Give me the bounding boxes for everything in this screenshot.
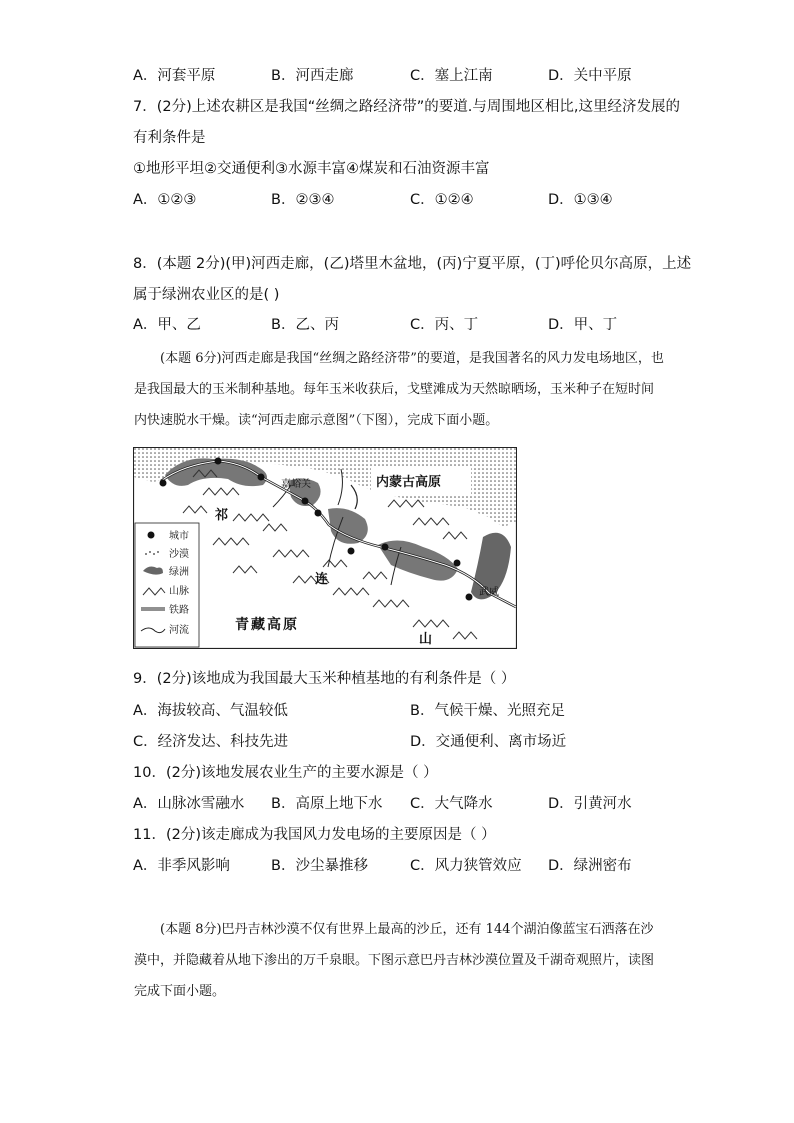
q7-stem-line1: 7．(2分)上述农耕区是我国“丝绸之路经济带”的要道.与周围地区相比,这里经济发展的 [133, 99, 681, 115]
legend-railway: 铁路 [169, 605, 189, 616]
legend-oasis: 绿洲 [169, 567, 189, 578]
city-shandan [348, 548, 355, 555]
q11-option-c: C．风力狭管效应 [410, 858, 522, 874]
label-jiayuguan: 嘉峪关 [281, 479, 311, 490]
q9-option-c: C．经济发达、科技先进 [133, 734, 289, 750]
q11-option-b: B．沙尘暴推移 [271, 858, 368, 874]
q6-option-c: C．塞上江南 [410, 68, 493, 84]
label-mountain-shan: 山 [419, 632, 433, 647]
q6-option-a: A．河套平原 [133, 68, 216, 84]
hexi-corridor-map [133, 447, 517, 649]
q8-stem-line1: 8．(本题 2分)(甲)河西走廊，(乙)塔里木盆地，(丙)宁夏平原，(丁)呼伦贝尔高原，上述 [133, 256, 692, 272]
city-dunhuang [160, 480, 167, 487]
q8-option-b: B．乙、丙 [271, 317, 339, 333]
intro-paragraph-badain-jaran [134, 914, 664, 1007]
intro-paragraph-hexi-text: (本题 6分)河西走廊是我国“丝绸之路经济带”的要道，是我国著名的风力发电场地区，也是我国最大的玉米制种基地。每年玉米收获后，戈壁滩成为天然晾晒场，玉米种子在短时间内快速脱水干燥。读“河西走廊示意图”（下图），完成下面小题。 [134, 351, 664, 428]
label-mountain-lian: 连 [315, 572, 329, 587]
q7-option-c: C．①②④ [410, 192, 474, 208]
q9-stem: 9．(2分)该地成为我国最大玉米种植基地的有利条件是（ ） [133, 671, 516, 687]
q9-option-a: A．海拔较高、气温较低 [133, 703, 288, 719]
q8-stem-line2: 属于绿洲农业区的是( ) [133, 287, 280, 303]
city-jiayuguan [302, 498, 309, 505]
q6-option-b: B．河西走廊 [271, 68, 354, 84]
q8-option-a: A．甲、乙 [133, 317, 201, 333]
q10-option-a: A．山脉冰雪融水 [133, 796, 245, 812]
city-jiuquan [258, 474, 265, 481]
label-inner-mongolia: 内蒙古高原 [376, 475, 442, 490]
q10-stem: 10．(2分)该地发展农业生产的主要水源是（ ） [133, 765, 438, 781]
legend-mountain: 山脉 [169, 586, 189, 597]
intro-paragraph-hexi [134, 343, 664, 436]
q11-option-a: A．非季风影响 [133, 858, 230, 874]
q7-option-d: D．①③④ [548, 192, 613, 208]
intro-paragraph-badain-jaran-text: (本题 8分)巴丹吉林沙漠不仅有世界上最高的沙丘，还有 144个湖泊像蓝宝石洒落在沙漠中，并隐藏着从地下渗出的万千泉眼。下图示意巴丹吉林沙漠位置及千湖奇观照片，读图完成下面小题。 [134, 922, 655, 999]
q9-option-b: B．气候干燥、光照充足 [410, 703, 565, 719]
q7-option-b: B．②③④ [271, 192, 335, 208]
city-wuwei [466, 594, 473, 601]
city-gaotai [315, 510, 322, 517]
city-zhangye [382, 544, 389, 551]
city-yumen [215, 458, 222, 465]
q7-option-a: A．①②③ [133, 192, 197, 208]
q10-option-d: D．引黄河水 [548, 796, 632, 812]
q7-conditions: ①地形平坦②交通便利③水源丰富④煤炭和石油资源丰富 [133, 161, 490, 177]
label-wuwei: 武威 [479, 587, 499, 598]
q7-stem-line2: 有利条件是 [133, 130, 206, 146]
q10-option-b: B．高原上地下水 [271, 796, 383, 812]
q6-option-d: D．关中平原 [548, 68, 632, 84]
q10-option-c: C．大气降水 [410, 796, 493, 812]
q11-option-d: D．绿洲密布 [548, 858, 632, 874]
city-jinchang [454, 560, 461, 567]
q8-option-d: D．甲、丁 [548, 317, 618, 333]
q9-option-d: D．交通便利、离市场近 [410, 734, 567, 750]
legend-city: 城市 [169, 531, 189, 542]
label-mountain-qi: 祁 [215, 508, 229, 523]
label-qinghai-tibet: 青藏高原 [235, 617, 299, 633]
q8-option-c: C．丙、丁 [410, 317, 479, 333]
legend-river: 河流 [169, 625, 189, 636]
legend-desert: 沙漠 [169, 549, 189, 560]
q11-stem: 11．(2分)该走廊成为我国风力发电场的主要原因是（ ） [133, 827, 496, 843]
